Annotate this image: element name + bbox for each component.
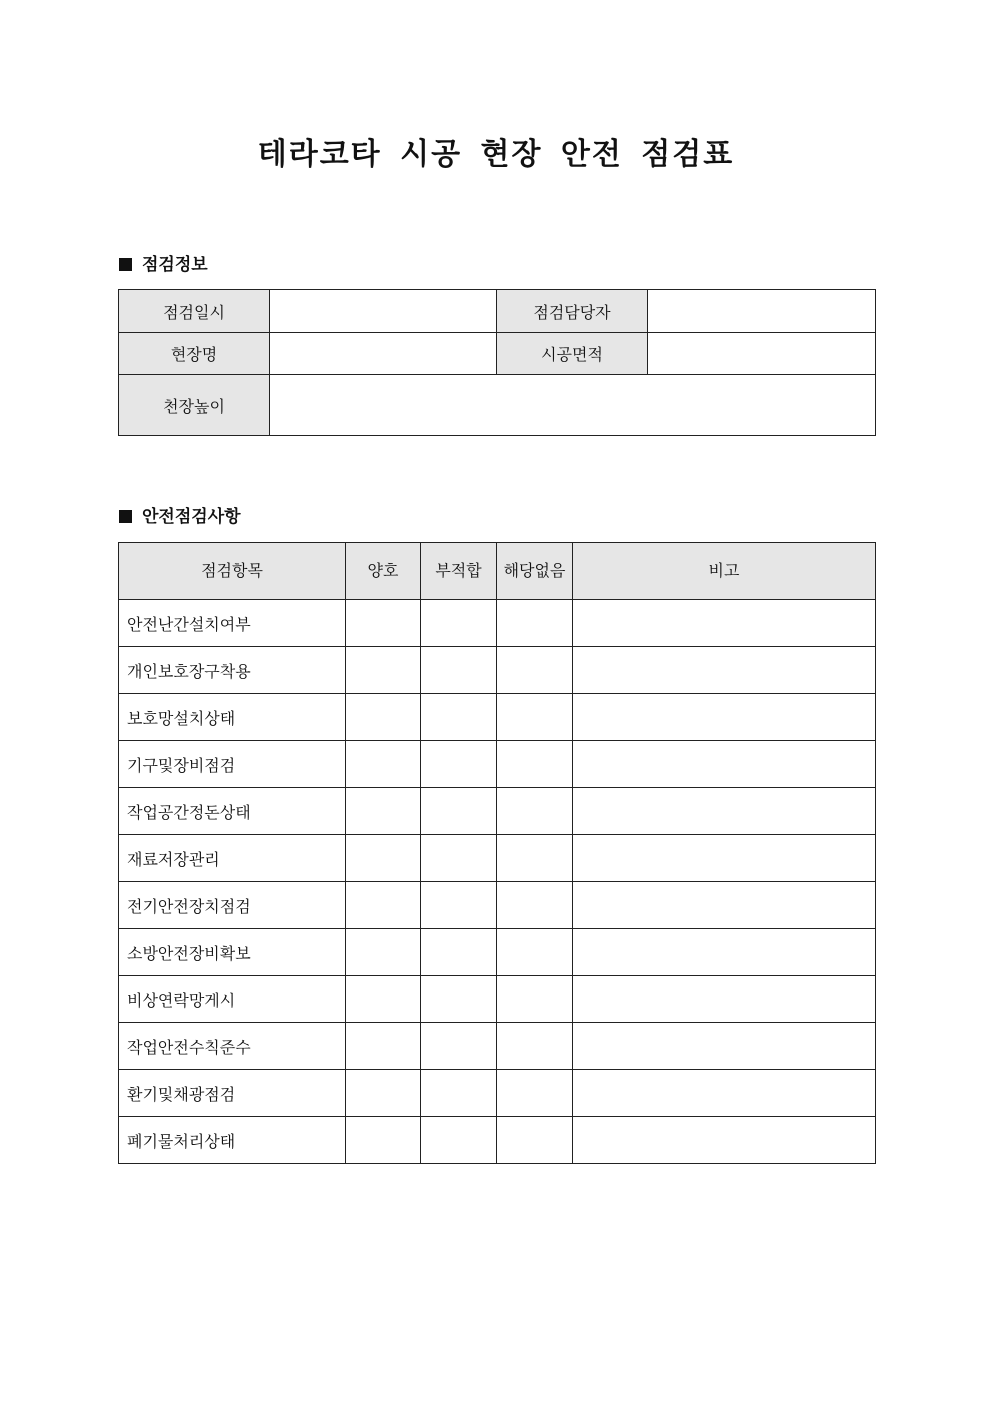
check-item-label: 안전난간설치여부 xyxy=(119,600,346,647)
col-header-item: 점검항목 xyxy=(119,543,346,600)
not-applicable-cell[interactable] xyxy=(497,647,573,694)
info-table xyxy=(118,289,876,436)
table-row xyxy=(119,647,876,694)
area-label: 시공면적 xyxy=(497,333,648,375)
check-item-label: 작업공간정돈상태 xyxy=(119,788,346,835)
site-name-label: 현장명 xyxy=(119,333,270,375)
check-item-label: 소방안전장비확보 xyxy=(119,929,346,976)
good-cell[interactable] xyxy=(346,694,421,741)
good-cell[interactable] xyxy=(346,882,421,929)
check-item-label: 환기및채광점검 xyxy=(119,1070,346,1117)
not-applicable-cell[interactable] xyxy=(497,788,573,835)
check-table-body xyxy=(119,600,876,1164)
nonconforming-cell[interactable] xyxy=(421,600,497,647)
table-row xyxy=(119,788,876,835)
good-cell[interactable] xyxy=(346,1117,421,1164)
remarks-cell[interactable] xyxy=(573,1117,876,1164)
table-row xyxy=(119,1023,876,1070)
info-row-date xyxy=(119,290,876,333)
remarks-cell[interactable] xyxy=(573,694,876,741)
remarks-cell[interactable] xyxy=(573,976,876,1023)
nonconforming-cell[interactable] xyxy=(421,788,497,835)
date-label: 점검일시 xyxy=(119,290,270,333)
check-item-label: 작업안전수칙준수 xyxy=(119,1023,346,1070)
nonconforming-cell[interactable] xyxy=(421,647,497,694)
area-field[interactable] xyxy=(648,333,876,375)
remarks-cell[interactable] xyxy=(573,788,876,835)
nonconforming-cell[interactable] xyxy=(421,882,497,929)
check-item-label: 보호망설치상태 xyxy=(119,694,346,741)
inspector-field[interactable] xyxy=(648,290,876,333)
square-bullet-icon xyxy=(119,258,132,271)
table-row xyxy=(119,929,876,976)
not-applicable-cell[interactable] xyxy=(497,741,573,788)
remarks-cell[interactable] xyxy=(573,835,876,882)
table-row xyxy=(119,1117,876,1164)
info-section-heading-text: 점검정보 xyxy=(142,255,208,275)
date-field[interactable] xyxy=(270,290,497,333)
nonconforming-cell[interactable] xyxy=(421,1117,497,1164)
check-table-header-row xyxy=(119,543,876,600)
not-applicable-cell[interactable] xyxy=(497,976,573,1023)
good-cell[interactable] xyxy=(346,600,421,647)
check-item-label: 폐기물처리상태 xyxy=(119,1117,346,1164)
not-applicable-cell[interactable] xyxy=(497,600,573,647)
good-cell[interactable] xyxy=(346,929,421,976)
col-header-not-applicable: 해당없음 xyxy=(497,543,573,600)
check-item-label: 재료저장관리 xyxy=(119,835,346,882)
ceiling-height-label: 천장높이 xyxy=(119,375,270,436)
nonconforming-cell[interactable] xyxy=(421,1023,497,1070)
not-applicable-cell[interactable] xyxy=(497,1117,573,1164)
table-row xyxy=(119,882,876,929)
safety-section-heading xyxy=(119,505,241,529)
table-row xyxy=(119,976,876,1023)
nonconforming-cell[interactable] xyxy=(421,976,497,1023)
nonconforming-cell[interactable] xyxy=(421,741,497,788)
inspector-label: 점검담당자 xyxy=(497,290,648,333)
remarks-cell[interactable] xyxy=(573,1070,876,1117)
check-item-label: 전기안전장치점검 xyxy=(119,882,346,929)
remarks-cell[interactable] xyxy=(573,882,876,929)
square-bullet-icon xyxy=(119,510,132,523)
not-applicable-cell[interactable] xyxy=(497,835,573,882)
info-row-site xyxy=(119,333,876,375)
nonconforming-cell[interactable] xyxy=(421,835,497,882)
good-cell[interactable] xyxy=(346,788,421,835)
info-section-heading xyxy=(119,253,208,277)
not-applicable-cell[interactable] xyxy=(497,882,573,929)
not-applicable-cell[interactable] xyxy=(497,1023,573,1070)
good-cell[interactable] xyxy=(346,1070,421,1117)
good-cell[interactable] xyxy=(346,741,421,788)
good-cell[interactable] xyxy=(346,647,421,694)
ceiling-height-field[interactable] xyxy=(270,375,876,436)
good-cell[interactable] xyxy=(346,976,421,1023)
col-header-good: 양호 xyxy=(346,543,421,600)
remarks-cell[interactable] xyxy=(573,741,876,788)
safety-check-table xyxy=(118,542,876,1164)
table-row xyxy=(119,600,876,647)
col-header-nonconforming: 부적합 xyxy=(421,543,497,600)
remarks-cell[interactable] xyxy=(573,929,876,976)
check-item-label: 개인보호장구착용 xyxy=(119,647,346,694)
nonconforming-cell[interactable] xyxy=(421,929,497,976)
col-header-remarks: 비고 xyxy=(573,543,876,600)
nonconforming-cell[interactable] xyxy=(421,1070,497,1117)
remarks-cell[interactable] xyxy=(573,647,876,694)
good-cell[interactable] xyxy=(346,1023,421,1070)
site-name-field[interactable] xyxy=(270,333,497,375)
check-item-label: 기구및장비점검 xyxy=(119,741,346,788)
not-applicable-cell[interactable] xyxy=(497,1070,573,1117)
table-row xyxy=(119,741,876,788)
table-row xyxy=(119,835,876,882)
remarks-cell[interactable] xyxy=(573,1023,876,1070)
remarks-cell[interactable] xyxy=(573,600,876,647)
table-row xyxy=(119,1070,876,1117)
not-applicable-cell[interactable] xyxy=(497,694,573,741)
document-title: 테라코타 시공 현장 안전 점검표 xyxy=(257,137,735,172)
check-item-label: 비상연락망게시 xyxy=(119,976,346,1023)
not-applicable-cell[interactable] xyxy=(497,929,573,976)
nonconforming-cell[interactable] xyxy=(421,694,497,741)
safety-section-heading-text: 안전점검사항 xyxy=(142,507,241,527)
info-row-ceiling xyxy=(119,375,876,436)
table-row xyxy=(119,694,876,741)
good-cell[interactable] xyxy=(346,835,421,882)
